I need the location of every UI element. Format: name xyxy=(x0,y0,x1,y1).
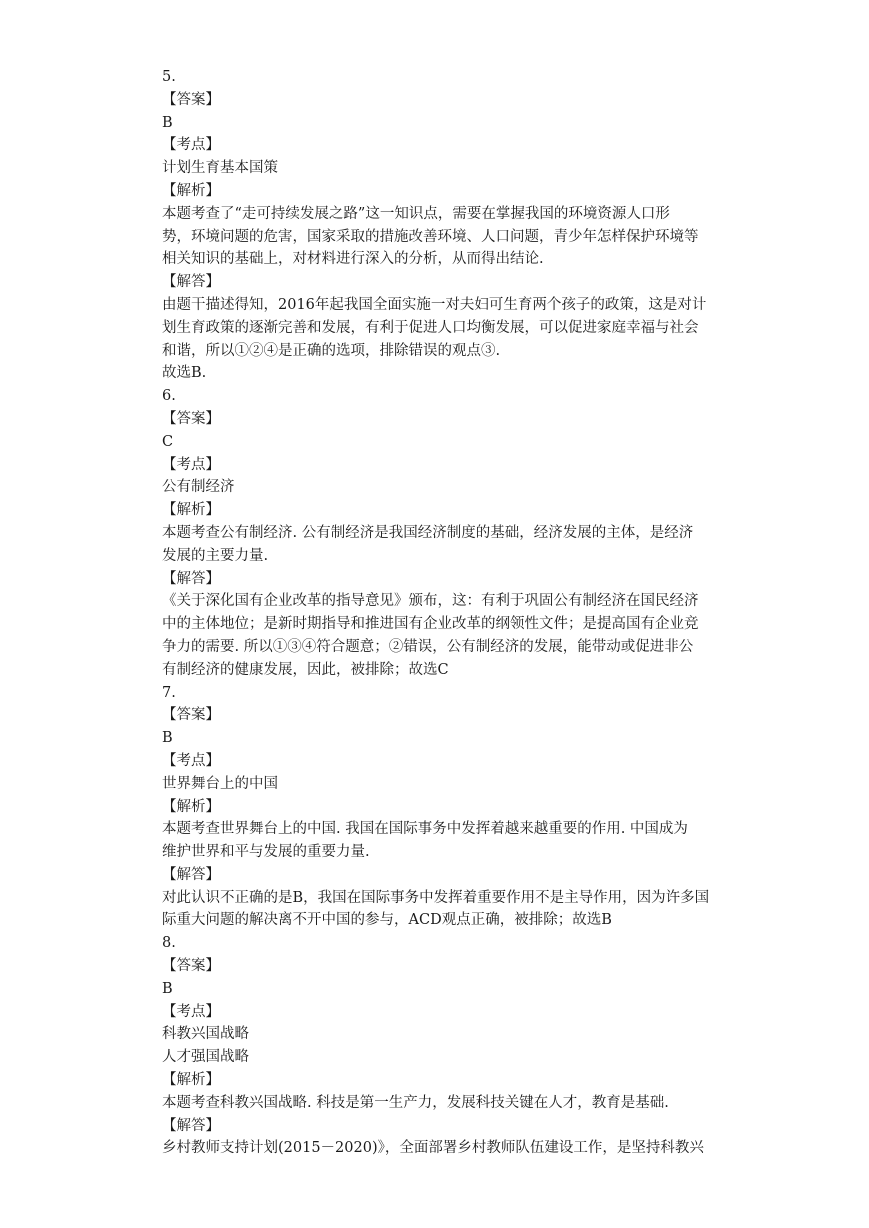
point-item: 科教兴国战略 xyxy=(162,1026,249,1043)
solution-line: 对此认识不正确的是B，我国在国际事务中发挥着重要作用不是主导作用，因为许多国 xyxy=(162,889,710,906)
analysis-line: 本题考查公有制经济. 公有制经济是我国经济制度的基础，经济发展的主体，是经济 xyxy=(162,524,694,541)
answer-label: 【答案】 xyxy=(162,707,220,724)
analysis-line: 发展的主要力量. xyxy=(162,547,269,564)
analysis-label: 【解析】 xyxy=(162,1072,220,1089)
solution-line: 争力的需要. 所以①③④符合题意；②错误，公有制经济的发展，能带动或促进非公 xyxy=(162,638,694,655)
solution-line: 由题干描述得知，2016年起我国全面实施一对夫妇可生育两个孩子的政策，这是对计 xyxy=(162,296,707,313)
answer-label: 【答案】 xyxy=(162,91,220,108)
answer-value: B xyxy=(162,114,173,131)
point-label: 【考点】 xyxy=(162,456,220,473)
point-item: 公有制经济 xyxy=(162,479,235,496)
solution-label: 【解答】 xyxy=(162,274,220,291)
analysis-line: 势，环境问题的危害，国家采取的措施改善环境、人口问题，青少年怎样保护环境等 xyxy=(162,228,699,245)
analysis-label: 【解析】 xyxy=(162,182,220,199)
analysis-label: 【解析】 xyxy=(162,798,220,815)
point-label: 【考点】 xyxy=(162,752,220,769)
answer-value: C xyxy=(162,433,174,450)
point-label: 【考点】 xyxy=(162,137,220,154)
analysis-line: 本题考查科教兴国战略. 科技是第一生产力，发展科技关键在人才，教育是基础. xyxy=(162,1094,669,1111)
analysis-label: 【解析】 xyxy=(162,502,220,519)
analysis-line: 维护世界和平与发展的重要力量. xyxy=(162,844,370,861)
solution-line: 际重大问题的解决离不开中国的参与，ACD观点正确，被排除；故选B xyxy=(162,912,612,929)
solution-label: 【解答】 xyxy=(162,866,220,883)
solution-label: 【解答】 xyxy=(162,570,220,587)
solution-label: 【解答】 xyxy=(162,1117,220,1134)
document-body xyxy=(162,66,722,1160)
point-item: 人才强国战略 xyxy=(162,1049,249,1066)
analysis-line: 本题考查世界舞台上的中国. 我国在国际事务中发挥着越来越重要的作用. 中国成为 xyxy=(162,821,688,838)
analysis-line: 本题考查了“走可持续发展之路”这一知识点，需要在掌握我国的环境资源人口形 xyxy=(162,205,670,222)
analysis-line: 相关知识的基础上，对材料进行深入的分析，从而得出结论. xyxy=(162,251,544,268)
question-number: 6. xyxy=(162,388,176,405)
answer-label: 【答案】 xyxy=(162,958,220,975)
solution-line: 乡村教师支持计划(2015－2020)》，全面部署乡村教师队伍建设工作，是坚持科教兴 xyxy=(162,1140,704,1157)
answer-value: B xyxy=(162,730,173,747)
answer-label: 【答案】 xyxy=(162,410,220,427)
solution-line: 和谐，所以①②④是正确的选项，排除错误的观点③. xyxy=(162,342,501,359)
solution-line: 有制经济的健康发展，因此，被排除；故选C xyxy=(162,661,449,678)
answer-value: B xyxy=(162,980,173,997)
solution-line: 中的主体地位；是新时期指导和推进国有企业改革的纲领性文件；是提高国有企业竞 xyxy=(162,616,699,633)
solution-line: 划生育政策的逐渐完善和发展，有利于促进人口均衡发展，可以促进家庭幸福与社会 xyxy=(162,319,699,336)
solution-line: 故选B. xyxy=(162,365,207,382)
solution-line: 《关于深化国有企业改革的指导意见》颁布，这：有利于巩固公有制经济在国民经济 xyxy=(162,593,699,610)
point-label: 【考点】 xyxy=(162,1003,220,1020)
point-item: 计划生育基本国策 xyxy=(162,160,278,177)
point-item: 世界舞台上的中国 xyxy=(162,775,278,792)
question-number: 8. xyxy=(162,935,176,952)
question-number: 5. xyxy=(162,69,176,85)
question-number: 7. xyxy=(162,684,176,701)
